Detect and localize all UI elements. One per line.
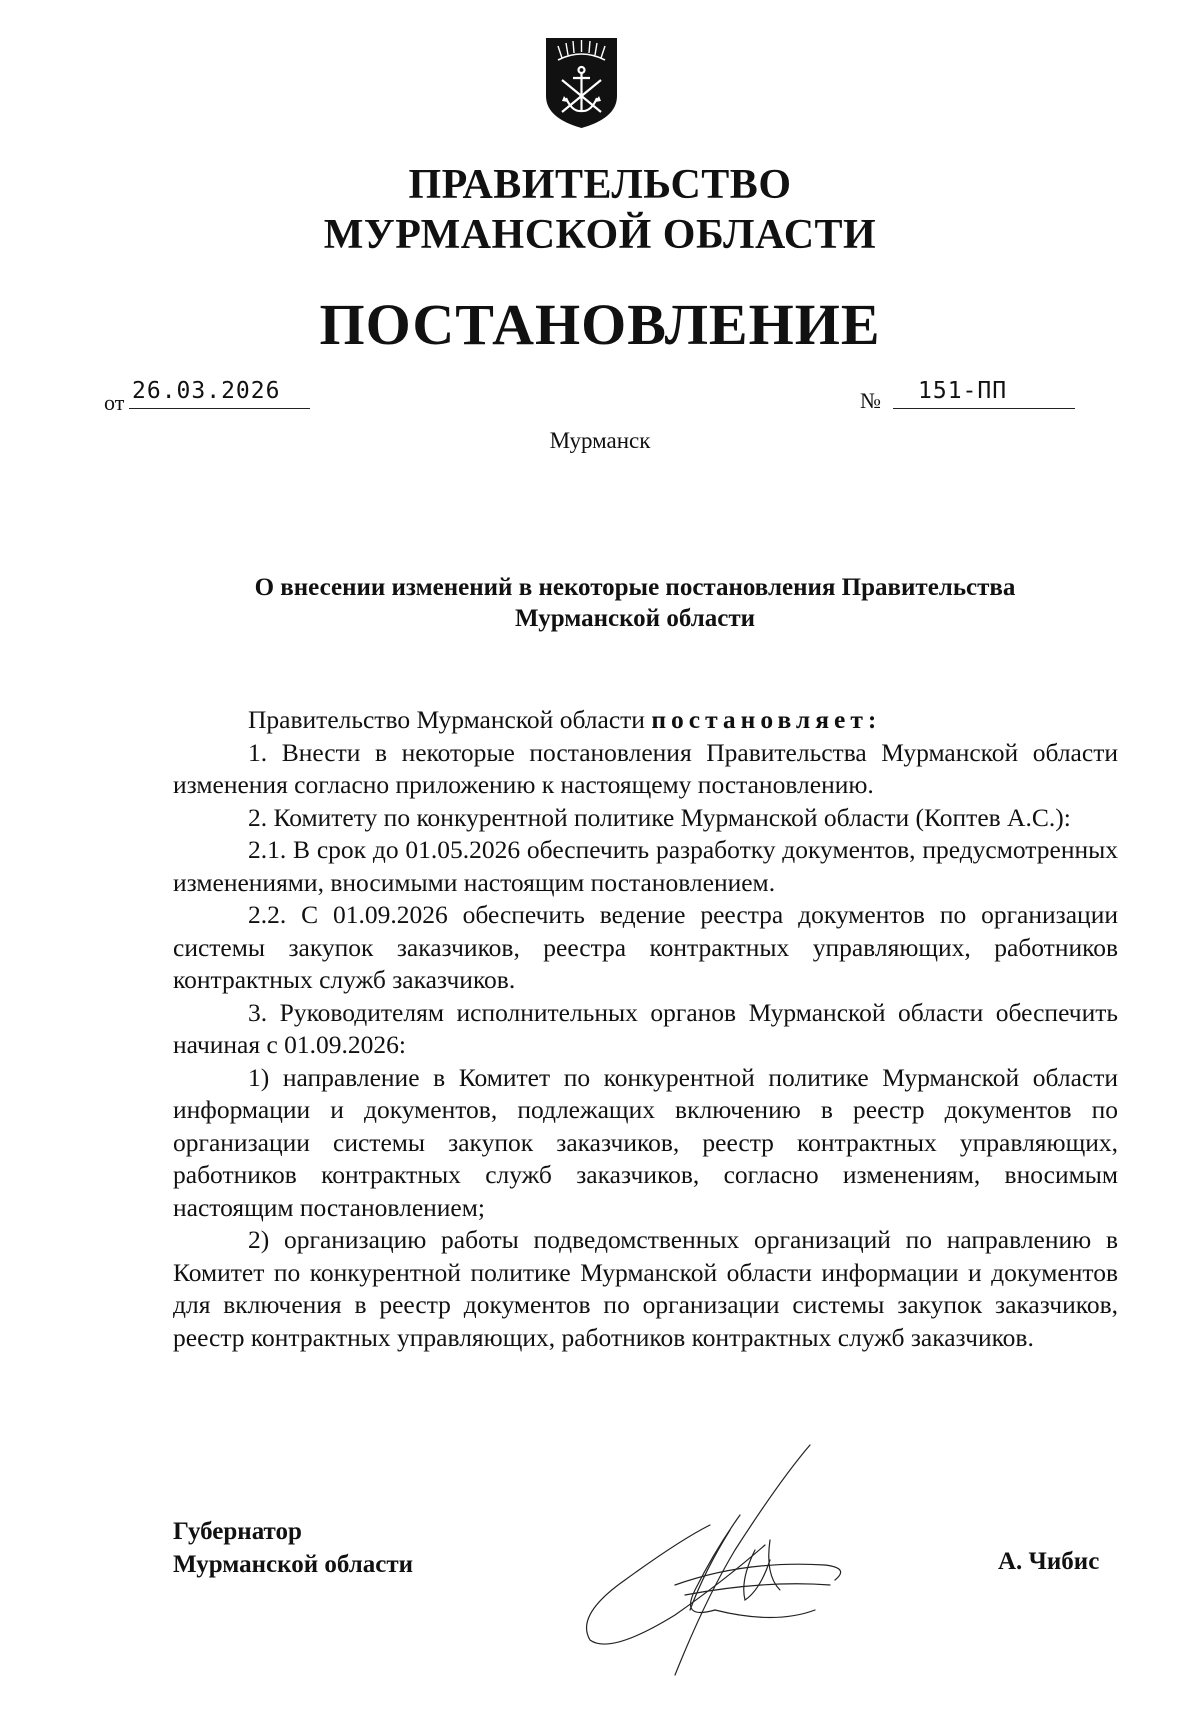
document-body xyxy=(173,704,1118,1354)
paragraph-2-1: 2.1. В срок до 01.05.2026 обеспечить разработку документов, предусмотренных изменениями, вносимыми настоящим постановлением. xyxy=(173,835,1118,897)
intro-decree-word: постановляет: xyxy=(651,705,882,734)
signatory-title-line2: Мурманской области xyxy=(173,1551,414,1578)
signatory-name: А. Чибис xyxy=(998,1548,1100,1575)
document-type: ПОСТАНОВЛЕНИЕ xyxy=(319,292,881,357)
subject-line2: Мурманской области xyxy=(514,605,756,632)
signature-icon xyxy=(565,1440,865,1690)
document-city: Мурманск xyxy=(549,428,651,453)
number-underline xyxy=(893,408,1075,409)
intro-text: Правительство Мурманской области xyxy=(248,705,652,734)
number-label: № xyxy=(860,388,881,413)
paragraph-3: 3. Руководителям исполнительных органов Мурманской области обеспечить начиная с 01.09.2026: xyxy=(173,997,1118,1059)
document-subject xyxy=(170,572,1100,634)
paragraph-1: 1. Внести в некоторые постановления Правительства Мурманской области изменения согласно приложению к настоящему постановлению. xyxy=(173,737,1118,799)
date-label: от xyxy=(104,390,125,415)
document-date: 26.03.2026 xyxy=(132,378,281,404)
paragraph-2: 2. Комитету по конкурентной политике Мурманской области (Коптев А.С.): xyxy=(248,802,1071,832)
coat-of-arms-icon xyxy=(544,36,619,130)
signatory-title xyxy=(173,1515,413,1581)
paragraph-3-2: 2) организацию работы подведомственных организаций по направлению в Комитет по конкурентной политике Мурманской области информации и документов для включения в реестр документов по организации системы закупок заказчиков, реестр контрактных управляющих, работников контрактных служб заказчиков. xyxy=(173,1225,1118,1352)
organization-name-line1: ПРАВИТЕЛЬСТВО xyxy=(408,162,792,208)
signatory-title-line1: Губернатор xyxy=(173,1518,302,1545)
intro-paragraph xyxy=(173,704,1118,737)
document-number: 151-ПП xyxy=(918,378,1008,404)
date-underline xyxy=(129,408,310,409)
paragraph-2-2: 2.2. С 01.09.2026 обеспечить ведение реестра документов по организации системы закупок заказчиков, реестра контрактных управляющих, работников контрактных служб заказчиков. xyxy=(173,900,1118,994)
paragraph-3-1: 1) направление в Комитет по конкурентной политике Мурманской области информации и документов, подлежащих включению в реестр документов по организации системы закупок заказчиков, реестр контрактных управляющих, работников контрактных служб заказчиков, согласно изменениям, вносимым настоящим постановлением; xyxy=(173,1062,1118,1222)
subject-line1: О внесении изменений в некоторые постановления Правительства xyxy=(254,574,1016,601)
organization-name-line2: МУРМАНСКОЙ ОБЛАСТИ xyxy=(323,212,877,258)
